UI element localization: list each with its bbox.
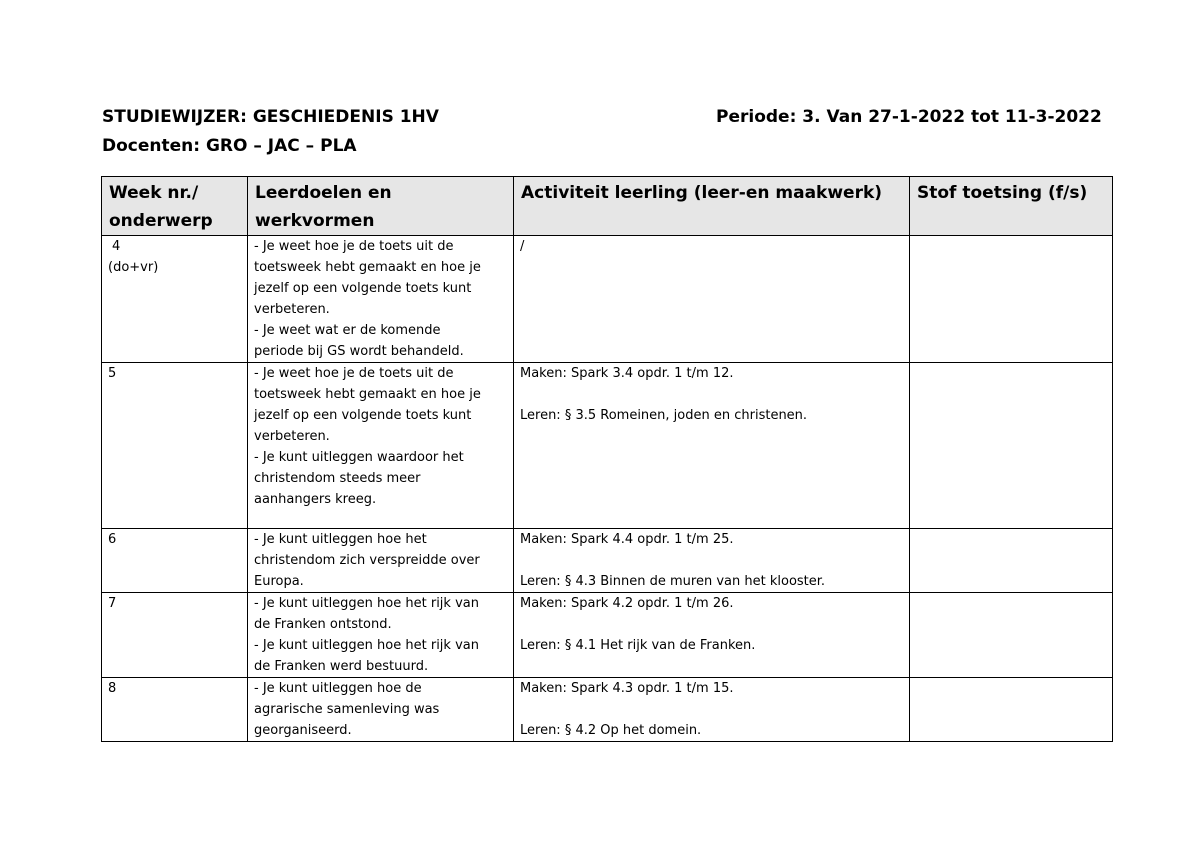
period-line: Periode: 3. Van 27-1-2022 tot 11-3-2022 [716,107,1102,127]
study-guide-table [101,176,1113,742]
column-header-week: Week nr./ onderwerp [102,177,248,236]
make-assignment: Maken: Spark 4.2 opdr. 1 t/m 26. [520,596,734,611]
week-cell [102,678,248,742]
week-cell [102,529,248,593]
table-row [102,593,1113,678]
goals-cell: - Je kunt uitleggen hoe de agrarische samenleving was georganiseerd. [248,678,514,742]
make-assignment: Maken: Spark 4.3 opdr. 1 t/m 15. [520,681,734,696]
activity-cell [514,593,910,678]
goals-cell: - Je kunt uitleggen hoe het rijk van de Franken ontstond. - Je kunt uitleggen hoe het rijk van de Franken werd bestuurd. [248,593,514,678]
assessment-cell [910,593,1113,678]
week-cell [102,236,248,363]
column-header-assessment: Stof toetsing (f/s) [910,177,1113,236]
week-cell [102,593,248,678]
make-assignment: Maken: Spark 4.4 opdr. 1 t/m 25. [520,532,734,547]
table-row [102,529,1113,593]
document-header [102,103,439,161]
learn-assignment: Leren: § 3.5 Romeinen, joden en christenen. [520,408,808,423]
make-assignment: / [520,239,525,254]
table-row [102,236,1113,363]
column-header-activity: Activiteit leerling (leer-en maakwerk) [514,177,910,236]
activity-cell [514,236,910,363]
week-number: 7 [108,596,117,611]
make-assignment: Maken: Spark 3.4 opdr. 1 t/m 12. [520,366,734,381]
activity-cell [514,678,910,742]
week-note: (do+vr) [108,260,159,275]
learn-assignment: Leren: § 4.3 Binnen de muren van het klooster. [520,574,826,589]
assessment-cell [910,236,1113,363]
activity-cell [514,363,910,529]
goals-cell: - Je weet hoe je de toets uit de toetsweek hebt gemaakt en hoe je jezelf op een volgende toets kunt verbeteren. - Je weet wat er de komende periode bij GS wordt behandeld. [248,236,514,363]
table-row [102,363,1113,529]
learn-assignment: Leren: § 4.1 Het rijk van de Franken. [520,638,756,653]
column-header-goals: Leerdoelen en werkvormen [248,177,514,236]
teachers-line: Docenten: GRO – JAC – PLA [102,136,357,156]
week-number: 8 [108,681,117,696]
week-cell [102,363,248,529]
assessment-cell [910,529,1113,593]
activity-cell [514,529,910,593]
week-number: 5 [108,366,117,381]
learn-assignment: Leren: § 4.2 Op het domein. [520,723,702,738]
table-row [102,678,1113,742]
assessment-cell [910,678,1113,742]
table-header-row [102,177,1113,236]
goals-cell: - Je weet hoe je de toets uit de toetsweek hebt gemaakt en hoe je jezelf op een volgende toets kunt verbeteren. - Je kunt uitleggen waardoor het christendom steeds meer aanhangers kreeg. [248,363,514,529]
week-number: 6 [108,532,117,547]
goals-cell: - Je kunt uitleggen hoe het christendom zich verspreidde over Europa. [248,529,514,593]
document-title: STUDIEWIJZER: GESCHIEDENIS 1HV [102,107,439,127]
assessment-cell [910,363,1113,529]
week-number: 4 [112,239,121,254]
